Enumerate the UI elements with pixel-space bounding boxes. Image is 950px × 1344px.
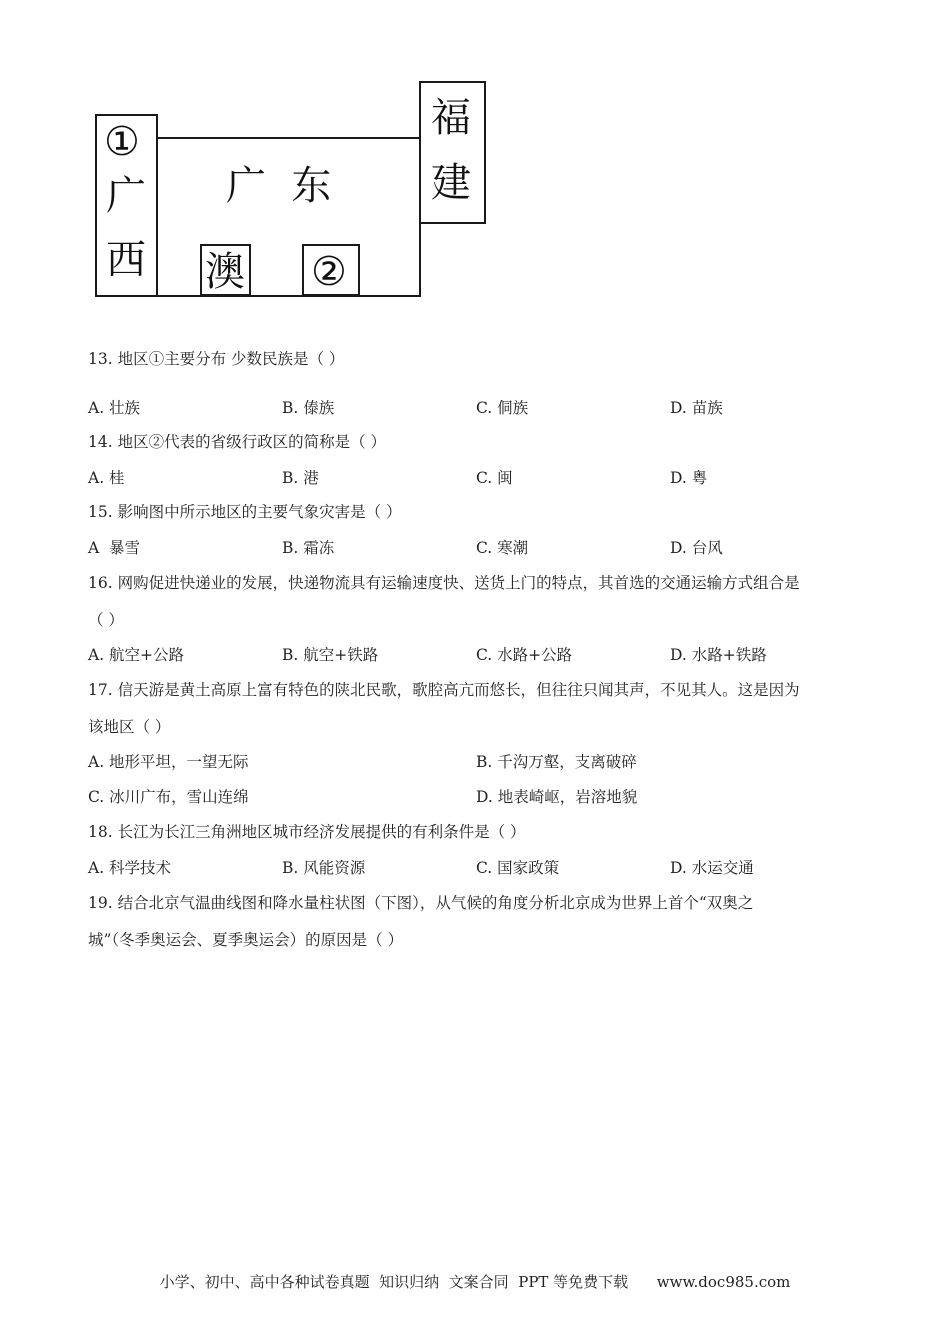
q14-option-c: C. 闽 [476,469,513,487]
q17-option-c: C. 冰川广布，雪山连绵 [88,788,249,806]
q15-option-a: A 暴雪 [88,539,141,557]
macau-label: 澳 [205,249,245,295]
guangdong-region [150,137,421,297]
guangdong-label: 广 东 [226,163,332,209]
region1-marker: ① [104,119,140,165]
guangxi-label-1: 广 [106,173,146,219]
q13-option-a: A. 壮族 [88,399,141,417]
q18-option-c: C. 国家政策 [476,859,560,877]
fujian-label-1: 福 [431,95,471,141]
q13-option-b: B. 傣族 [282,399,335,417]
question-19-line-2: 城”（冬季奥运会、夏季奥运会）的原因是（ ） [88,931,404,949]
region2-marker: ② [311,249,347,295]
q18-option-d: D. 水运交通 [670,859,754,877]
question-14: 14. 地区②代表的省级行政区的简称是（ ） [88,433,387,451]
q14-option-d: D. 粤 [670,469,708,487]
q17-option-d: D. 地表崎岖，岩溶地貌 [476,788,638,806]
q16-option-c: C. 水路+公路 [476,646,573,664]
q17-option-a: A. 地形平坦，一望无际 [88,753,249,771]
question-16-line-2: （ ） [88,611,124,629]
question-17-line-2: 该地区（ ） [88,718,171,736]
question-19-line-1: 19. 结合北京气温曲线图和降水量柱状图（下图），从气候的角度分析北京成为世界上首个“双奥之 [88,894,754,912]
q13-option-c: C. 侗族 [476,399,529,417]
q14-option-a: A. 桂 [88,469,125,487]
q14-option-b: B. 港 [282,469,319,487]
question-17-line-1: 17. 信天游是黄土高原上富有特色的陕北民歌，歌腔高亢而悠长，但往往只闻其声，不见其人。这是因为 [88,681,800,699]
question-15: 15. 影响图中所示地区的主要气象灾害是（ ） [88,503,402,521]
q15-option-b: B. 霜冻 [282,539,335,557]
q18-option-b: B. 风能资源 [282,859,366,877]
question-16-line-1: 16. 网购促进快递业的发展，快递物流具有运输速度快、送货上门的特点，其首选的交通运输方式组合是 [88,574,800,592]
question-13: 13. 地区①主要分布 少数民族是（ ） [88,350,345,368]
q16-option-a: A. 航空+公路 [88,646,185,664]
q17-option-b: B. 千沟万壑，支离破碎 [476,753,637,771]
q16-option-b: B. 航空+铁路 [282,646,379,664]
q13-option-d: D. 苗族 [670,399,723,417]
fujian-label-2: 建 [431,160,471,206]
question-18: 18. 长江为长江三角洲地区城市经济发展提供的有利条件是（ ） [88,823,526,841]
q16-option-d: D. 水路+铁路 [670,646,767,664]
page-footer: 小学、初中、高中各种试卷真题 知识归纳 文案合同 PPT 等免费下载 www.doc985.com [159,1273,791,1291]
q18-option-a: A. 科学技术 [88,859,172,877]
q15-option-d: D. 台风 [670,539,723,557]
q15-option-c: C. 寒潮 [476,539,529,557]
guangxi-label-2: 西 [106,237,146,283]
